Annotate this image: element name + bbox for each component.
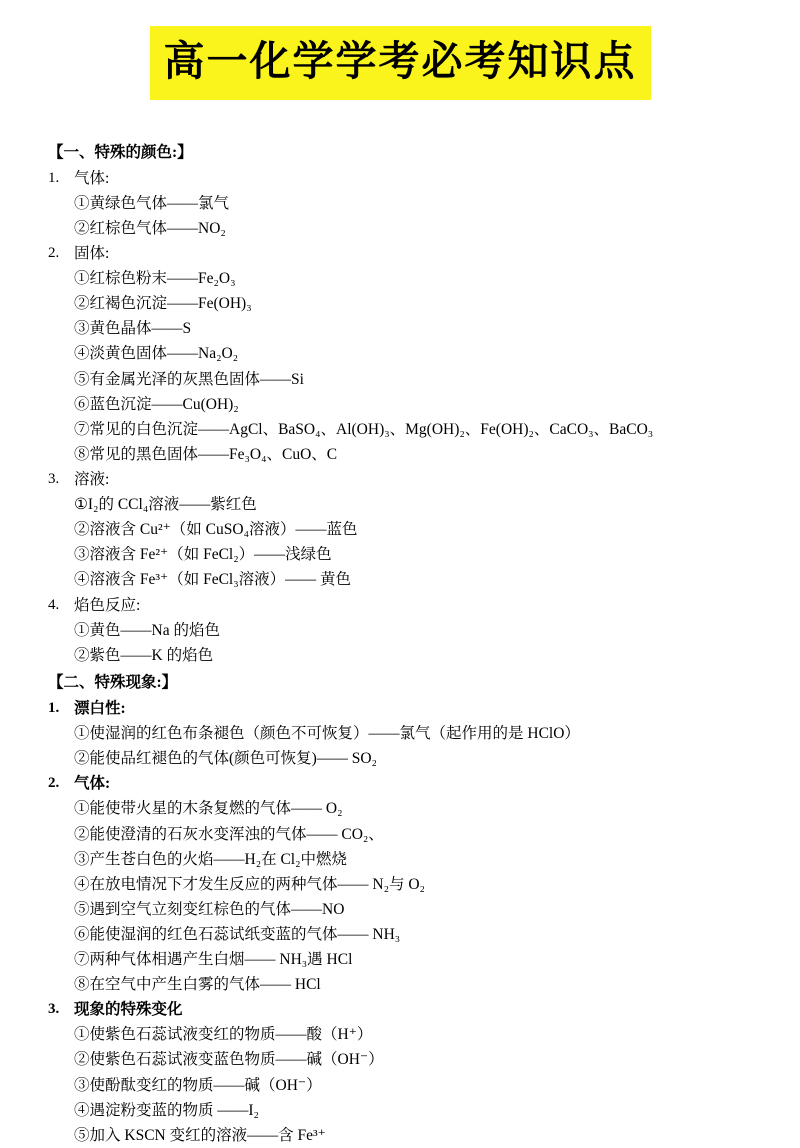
list-item: ②使紫色石蕊试液变蓝色物质——碱（OH⁻） (74, 1051, 384, 1069)
item-number: 2. (48, 775, 60, 792)
item-label: 焰色反应: (74, 596, 141, 614)
list-item: ⑧在空气中产生白雾的气体—— HCl (74, 976, 321, 994)
list-item: ③使酚酞变红的物质——碱（OH⁻） (74, 1076, 322, 1094)
numbered-row (48, 241, 752, 266)
list-item: ①能使带火星的木条复燃的气体—— O₂ (74, 800, 343, 818)
list-item: ④溶液含 Fe³⁺（如 FeCl₃溶液）—— 黄色 (74, 571, 352, 589)
list-item: ③产生苍白色的火焰——H₂在 Cl₂中燃烧 (74, 850, 348, 868)
sub-list (48, 721, 752, 771)
section-item (48, 241, 752, 467)
item-number: 2. (48, 244, 60, 261)
section-special-phenomena (48, 670, 752, 1148)
title-container (0, 26, 800, 100)
list-item: ③黄色晶体——S (74, 320, 192, 338)
list-item: ⑥能使湿润的红色石蕊试纸变蓝的气体—— NH₃ (74, 925, 401, 943)
numbered-row (48, 771, 752, 796)
sub-list (48, 492, 752, 592)
item-number: 4. (48, 596, 60, 613)
section-special-colors (48, 140, 752, 668)
item-number: 3. (48, 1001, 60, 1018)
item-number: 1. (48, 699, 60, 716)
sub-list (48, 266, 752, 467)
list-item: ⑦两种气体相遇产生白烟—— NH₃遇 HCl (74, 951, 353, 969)
list-item: ①红棕色粉末——Fe₂O₃ (74, 270, 236, 288)
sub-list (48, 1022, 752, 1148)
list-item: ①黄色——Na 的焰色 (74, 621, 220, 639)
list-item: ⑤遇到空气立刻变红棕色的气体——NO (74, 900, 345, 918)
list-item: ⑤有金属光泽的灰黑色固体——Si (74, 370, 304, 388)
section-item (48, 997, 752, 1148)
section-item (48, 696, 752, 771)
list-item: ②紫色——K 的焰色 (74, 646, 214, 664)
list-item: ①使紫色石蕊试液变红的物质——酸（H⁺） (74, 1026, 373, 1044)
document-content (48, 140, 752, 1148)
list-item: ④淡黄色固体——Na₂O₂ (74, 345, 239, 363)
numbered-row (48, 467, 752, 492)
list-item: ②能使品红褪色的气体(颜色可恢复)—— SO₂ (74, 750, 377, 768)
list-item: ④遇淀粉变蓝的物质 ——I₂ (74, 1101, 259, 1119)
list-item: ①I₂的 CCl₄溶液——紫红色 (74, 496, 257, 514)
section-heading: 【二、特殊现象:】 (48, 673, 178, 691)
numbered-row (48, 997, 752, 1022)
list-item: ④在放电情况下才发生反应的两种气体—— N₂与 O₂ (74, 875, 425, 893)
document-page (0, 26, 800, 1144)
list-item: ①使湿润的红色布条褪色（颜色不可恢复）——氯气（起作用的是 HClO） (74, 725, 580, 743)
section-item (48, 771, 752, 997)
numbered-row (48, 696, 752, 721)
list-item: ③溶液含 Fe²⁺（如 FeCl₂）——浅绿色 (74, 546, 332, 564)
list-item: ⑧常见的黑色固体——Fe₃O₄、CuO、C (74, 445, 338, 463)
list-item: ⑤加入 KSCN 变红的溶液——含 Fe³⁺ (74, 1126, 326, 1144)
item-label: 现象的特殊变化 (74, 1001, 183, 1019)
numbered-row (48, 593, 752, 618)
section-item (48, 593, 752, 668)
list-item: ②溶液含 Cu²⁺（如 CuSO₄溶液）——蓝色 (74, 521, 358, 539)
list-item: ②能使澄清的石灰水变浑浊的气体—— CO₂、 (74, 825, 384, 843)
list-item: ⑦常见的白色沉淀——AgCl、BaSO₄、Al(OH)₃、Mg(OH)₂、Fe(OH)₂、CaCO₃、BaCO₃ (74, 420, 654, 438)
item-label: 溶液: (74, 470, 110, 488)
item-number: 3. (48, 470, 60, 487)
list-item: ②红褐色沉淀——Fe(OH)₃ (74, 295, 252, 313)
numbered-row (48, 166, 752, 191)
item-label: 固体: (74, 244, 110, 262)
item-label: 气体: (74, 775, 111, 793)
section-item (48, 467, 752, 593)
sub-list (48, 618, 752, 668)
item-label: 漂白性: (74, 699, 126, 717)
page-title: 高一化学学考必考知识点 (150, 26, 651, 100)
section-item (48, 166, 752, 241)
section-heading: 【一、特殊的颜色:】 (48, 143, 193, 161)
item-number: 1. (48, 169, 60, 186)
sub-list (48, 796, 752, 997)
sub-list (48, 191, 752, 241)
list-item: ②红棕色气体——NO₂ (74, 219, 226, 237)
item-label: 气体: (74, 169, 110, 187)
list-item: ①黄绿色气体——氯气 (74, 194, 230, 212)
list-item: ⑥蓝色沉淀——Cu(OH)₂ (74, 395, 239, 413)
